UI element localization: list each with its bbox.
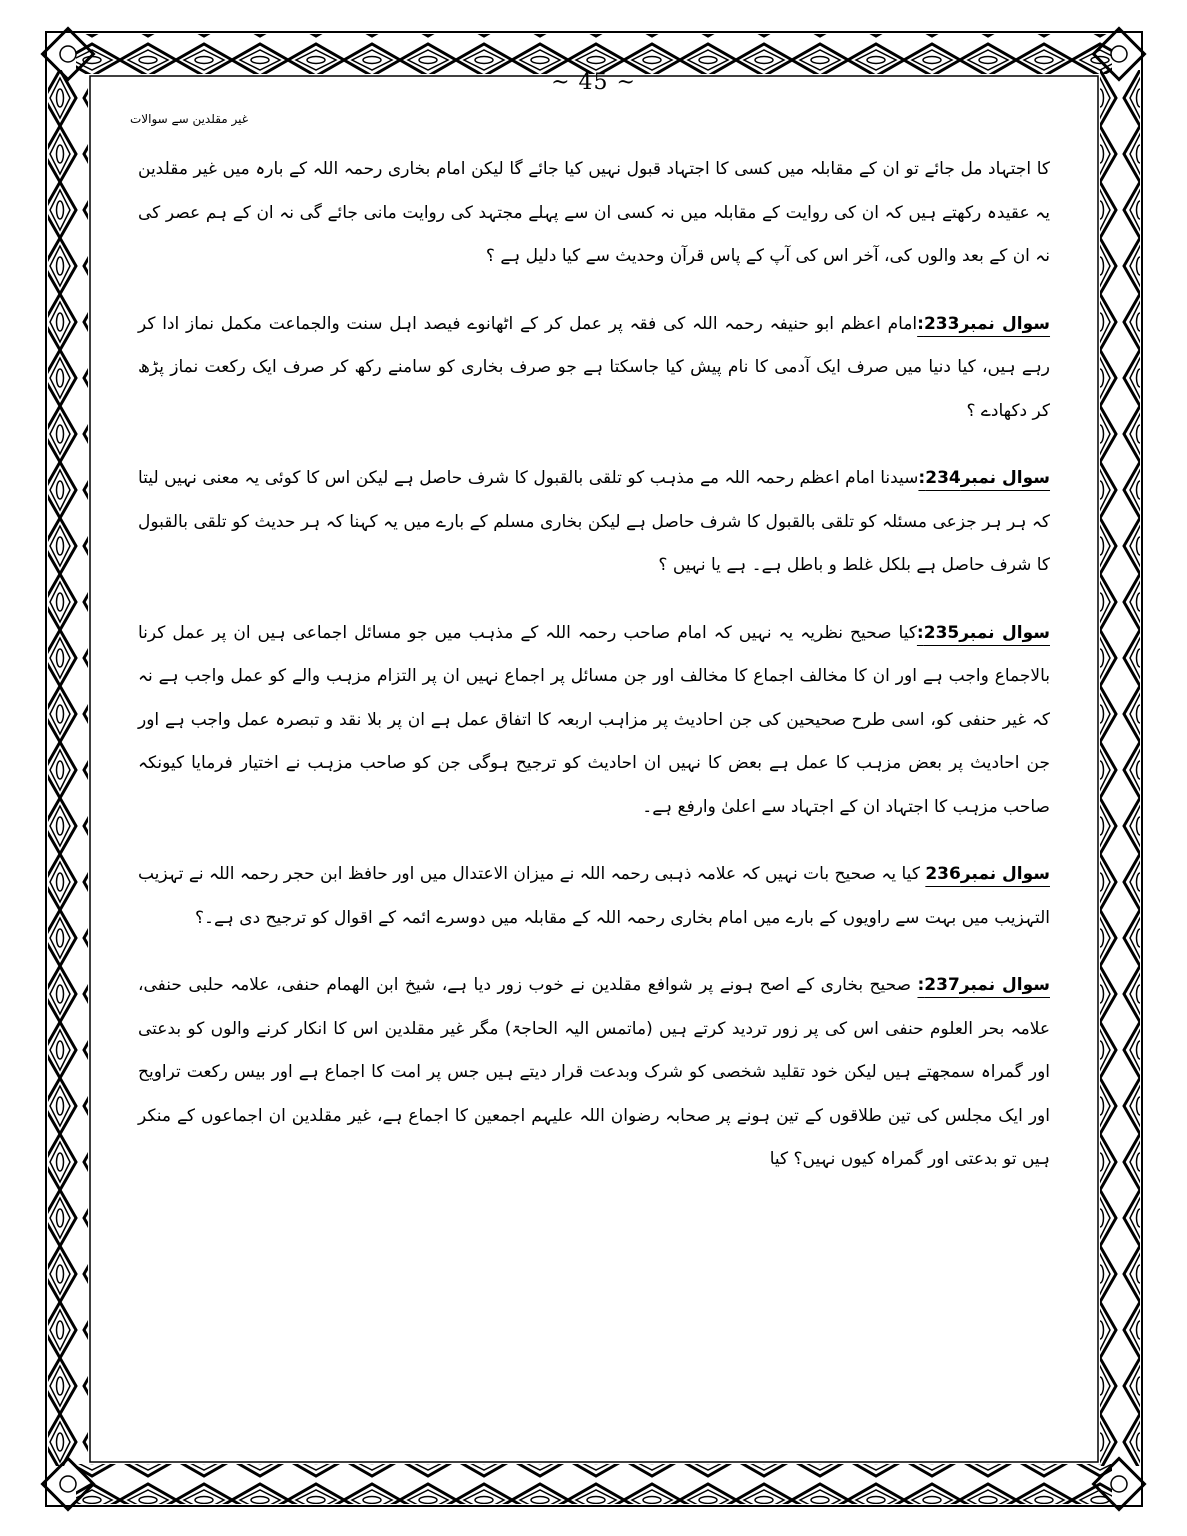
question-label: سوال نمبر237: xyxy=(917,975,1050,995)
question-235 xyxy=(138,612,1050,830)
question-label: سوال نمبر234: xyxy=(918,468,1051,488)
question-236 xyxy=(138,853,1050,940)
page-number: ~ 45 ~ xyxy=(551,70,636,95)
question-label: سوال نمبر233: xyxy=(917,313,1051,334)
question-237 xyxy=(138,964,1050,1182)
question-text: کیا یہ صحیح بات نہیں کہ علامہ ذہبی رحمہ اللہ نے میزان الاعتدال میں اور حافظ ابن حجر رحمہ اللہ نے تہزیب التہزیب میں بہت سے راویوں کے بارے میں امام بخاری رحمہ اللہ کے مقابلہ میں دوسرے ائمہ کے اقوال کو ترجیح دی ہے۔؟ xyxy=(137,864,1050,928)
question-label: سوال نمبر235: xyxy=(916,622,1050,643)
paragraph-text: کا اجتہاد مل جائے تو ان کے مقابلہ میں کسی کا اجتہاد قبول نہیں کیا جائے گا لیکن امام بخاری رحمہ اللہ کے بارہ میں غیر مقلدین یہ عقیدہ رکھتے ہیں کہ ان کی روایت کے مقابلہ میں نہ کسی ان سے پہلے مجتہد کی روایت مانی جائے گی نہ ان کے ہم عصر کی نہ ان کے بعد والوں کی، آخر اس کی آپ کے پاس قرآن وحدیث سے کیا دلیل ہے ؟ xyxy=(138,159,1050,266)
question-234 xyxy=(138,457,1050,588)
paragraph-continuation xyxy=(138,148,1050,279)
page-body xyxy=(138,148,1050,1182)
question-text: صحیح بخاری کے اصح ہونے پر شوافع مقلدین نے خوب زور دیا ہے، شیخ ابن الھمام حنفی، علامہ حلبی حنفی، علامہ بحر العلوم حنفی اس کی پر زور تردید کرتے ہیں (ماتمس الیہ الحاجۃ) مگر غیر مقلدین اس کا انکار کرنے والوں کو بدعتی اور گمراہ سمجھتے ہیں لیکن خود تقلید شخصی کو شرک وبدعت قرار دیتے ہیں جس پر امت کا اجماع ہے اور بیس رکعت تراویح اور ایک مجلس کی تین طلاقوں کے تین ہونے پر صحابہ رضوان اللہ علیہم اجمعین کا اجماع ہے، غیر مقلدین ان اجماعوں کے منکر ہیں تو بدعتی اور گمراہ کیوں نہیں؟ کیا xyxy=(138,975,1050,1169)
question-233 xyxy=(138,303,1050,434)
question-label: سوال نمبر236 xyxy=(925,864,1050,884)
running-head: غیر مقلدین سے سوالات xyxy=(130,112,249,126)
question-text: سیدنا امام اعظم رحمہ اللہ مے مذہب کو تلقی بالقبول کا شرف حاصل ہے لیکن اس کا کوئی یہ معنی نہیں لیتا کہ ہر ہر جزعی مسئلہ کو تلقی بالقبول کا شرف حاصل ہے لیکن بخاری مسلم کے بارے میں یہ کہنا کہ ہر حدیث کو تلقی بالقبول کا شرف حاصل ہے بلکل غلط و باطل ہے۔ ہے یا نہیں ؟ xyxy=(138,468,1050,575)
question-text: کیا صحیح نظریہ یہ نہیں کہ امام صاحب رحمہ اللہ کے مذہب میں جو مسائل اجماعی ہیں ان پر عمل کرنا بالاجماع واجب ہے اور ان کا مخالف اجماع کا مخالف اور جن مسائل پر اجماع نہیں ان پر التزام مزہب والے کو عمل واجب ہے نہ کہ غیر حنفی کو، اسی طرح صحیحین کی جن احادیث پر مزاہب اربعہ کا اتفاق عمل ہے ان پر بلا نقد و تبصرہ عمل واجب ہے اور جن احادیث پر بعض مزہب کا عمل ہے بعض کا نہیں ان احادیث کو ترجیح ہوگی جن کو صاحب مزہب نے اختیار فرمایا کیونکہ صاحب مزہب کا اجتہاد ان کے اجتہاد سے اعلیٰ وارفع ہے۔ xyxy=(138,622,1050,817)
question-text: امام اعظم ابو حنیفہ رحمہ اللہ کی فقہ پر عمل کر کے اٹھانوے فیصد اہل سنت والجماعت مکمل نماز ادا کر رہے ہیں، کیا دنیا میں صرف ایک آدمی کا نام پیش کیا جاسکتا ہے جو صرف بخاری کو سامنے رکھ کر صرف ایک رکعت نماز پڑھ کر دکھادے ؟ xyxy=(138,313,1050,421)
